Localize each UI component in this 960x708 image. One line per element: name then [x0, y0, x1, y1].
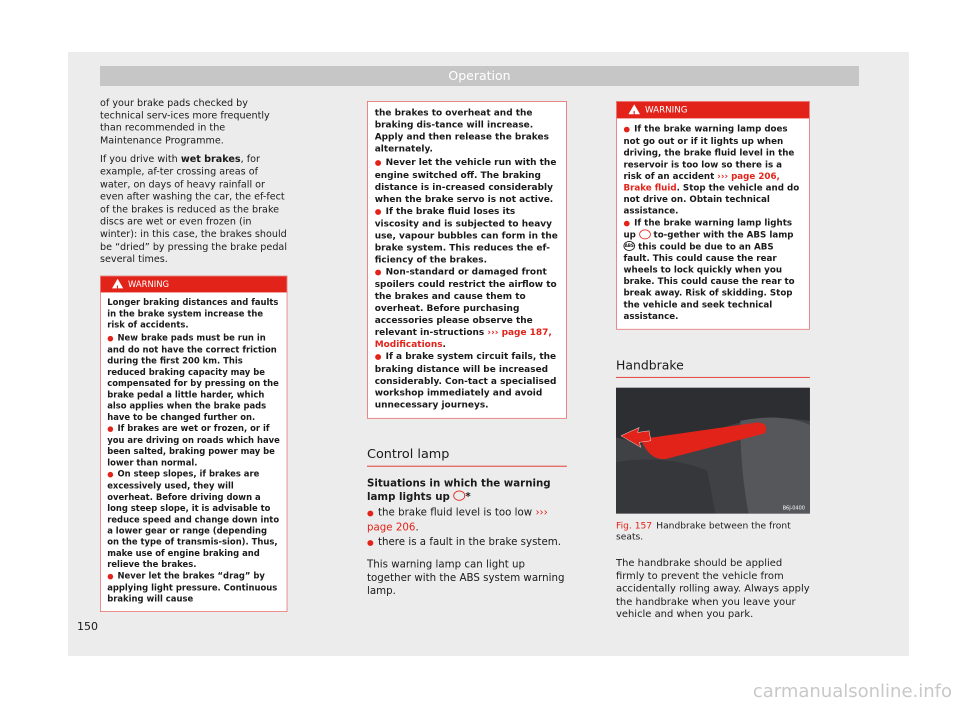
handbrake-illustration [616, 388, 810, 514]
running-header [100, 66, 859, 86]
paragraph-wet-brakes: If you drive with wet brakes, for example, af-ter crossing areas of water, on days of heavy rainfall or even after washing the car, the ef-fect of the brakes is reduced as the brake discs are wet or even frozen (in winter): in this case, the brakes should be “dried” by pressing the brake pedal several times. [100, 153, 287, 265]
watermark: carmanualsonline.info [752, 681, 952, 702]
subheading-situations: Situations in which the warning lamp lights up * [367, 476, 551, 503]
page-number: 150 [77, 620, 98, 633]
handbrake-photo [616, 388, 810, 514]
warning-item: ● Non-standard or damaged front spoilers could restrict the airflow to the brakes and cause them to overheat. Before purchasing accessories please observe the relevant in-structions ››› page 187, Modifications. [375, 266, 560, 351]
abs-lamp-icon: ABS [623, 241, 635, 251]
warning-label: WARNING [645, 105, 688, 116]
paragraph-abs: This warning lamp can light up together with the ABS system warning lamp. [367, 557, 565, 597]
warning-item: ● If the brake fluid loses its viscosity and is subjected to heavy use, vapour bubbles can form in the brake system. This reduces the ef-ficiency of the brakes. [375, 205, 560, 266]
warning-item: ● If the brake warning lamp does not go out or if it lights up when driving, the brake fluid level in the reservoir is too low so there is a risk of an accident ››› page 206, Brake fluid. Stop the vehicle and do not drive on. Obtain technical assistance. [623, 123, 802, 217]
figure-code: B6J-0400 [782, 505, 805, 512]
warning-box-1 [100, 275, 287, 611]
section-heading-control-lamp: Control lamp [367, 446, 567, 467]
warning-box-continued [367, 101, 567, 419]
list-item-fault: ● there is a fault in the brake system. [367, 536, 567, 551]
warning-continued-text: the brakes to overheat and the braking dis-tance will increase. Apply and then release the brakes alternately. [374, 107, 549, 154]
column-2 [367, 101, 567, 605]
brake-fluid-link[interactable]: ››› page 206, Brake fluid [623, 171, 780, 193]
warning-triangle-icon [628, 104, 640, 114]
modifications-link[interactable]: ››› page 187, Modifications [374, 327, 552, 350]
warning-item: ● If a brake system circuit fails, the braking distance will be increased considerably. Con-tact a specialised workshop immediately and avoid unnecessary journeys. [375, 350, 560, 411]
warning-box-2 [616, 101, 810, 330]
warning-triangle-icon [112, 279, 123, 289]
warning-header [617, 102, 809, 119]
column-1 [100, 97, 287, 612]
warning-header [101, 276, 287, 292]
warning-body [617, 118, 809, 328]
warning-intro: Longer braking distances and faults in the brake system increase the risk of accidents. [107, 297, 279, 330]
list-item-fluid: ● the brake fluid level is too low ››› page 206. [367, 506, 567, 534]
column-3 [616, 101, 810, 628]
warning-body [101, 292, 287, 611]
wet-brakes-term: wet brakes [180, 153, 241, 165]
warning-item: ● If brakes are wet or frozen, or if you are driving on roads which have been salted, braking power may be lower than normal. [107, 423, 280, 469]
warning-item: ● If the brake warning lamp lights up to-gether with the ABS lamp ABS this could be due to an ABS fault. This could cause the rear wheels to lock quickly when you brake. This could cause the rear to break away. Risk of skidding. Stop the vehicle and seek technical assistance. [623, 217, 802, 322]
warning-body [368, 102, 566, 418]
warning-item: ● Never let the vehicle run with the engine switched off. The braking distance is in-creased considerably when the brake servo is not active. [375, 157, 560, 206]
warning-item: ● New brake pads must be run in and do not have the correct friction during the first 200 km. This reduced braking capacity may be compensated for by pressing on the brake pedal a little harder, which also applies when the brake pads have to be changed further on. [107, 332, 280, 423]
brake-warning-lamp-icon [639, 229, 651, 239]
warning-item: ● Never let the brakes “drag” by applying light pressure. Continuous braking will cause [107, 570, 280, 604]
figure-caption: Fig. 157 Handbrake between the front seats. [616, 520, 791, 542]
page-206-link[interactable]: ››› page 206 [367, 506, 548, 534]
warning-label: WARNING [128, 279, 170, 289]
paragraph-handbrake: The handbrake should be applied firmly to prevent the vehicle from accidentally rolling away. Always apply the handbrake when you leave your vehicle and when you park. [616, 556, 810, 621]
paragraph-service: of your brake pads checked by technical serv-ices more frequently than recommended in the Maintenance Programme. [100, 97, 270, 146]
brake-warning-lamp-icon [453, 491, 465, 501]
warning-item: ● On steep slopes, if brakes are excessively used, they will overheat. Before driving down a long steep slope, it is advisable to reduce speed and change down into a lower gear or range (depending on the type of transmis-sion). Thus, make use of engine braking and relieve the brakes. [107, 468, 280, 570]
figure-number: Fig. 157 [616, 520, 653, 532]
running-header-title: Operation [448, 68, 511, 83]
section-heading-handbrake: Handbrake [616, 358, 810, 378]
